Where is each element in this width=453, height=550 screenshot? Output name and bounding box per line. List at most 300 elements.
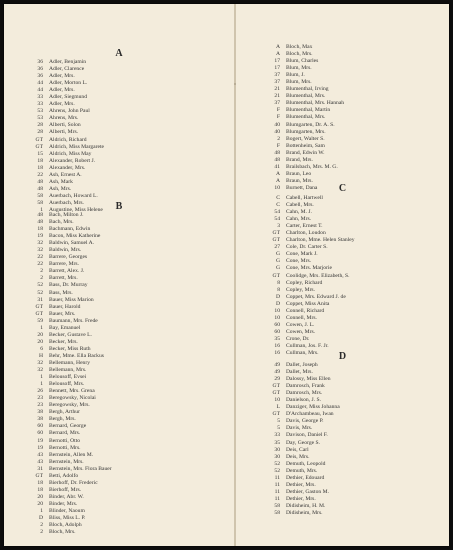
entry-name: Auerbach, Howard L. [49, 192, 98, 199]
entry-name: Alberti, Solon [49, 122, 81, 129]
entry-name: Adler, Siegmund [49, 94, 87, 101]
entry-number: 38 [37, 416, 43, 423]
list-item [266, 100, 344, 107]
entry-number: 40 [274, 128, 280, 135]
list-item [29, 247, 112, 254]
entry-name: Deis, Carl [286, 446, 309, 453]
section-letter-b: B [115, 201, 123, 212]
entry-number: 33 [274, 432, 280, 439]
list-item [266, 150, 344, 157]
entry-number: 32 [37, 367, 43, 374]
entry-number: A [275, 170, 280, 177]
entry-number: 48 [37, 219, 43, 226]
entry-name: Bellemann, Mrs. [49, 367, 87, 374]
entry-name: Blumenthal, Mrs. [286, 114, 326, 121]
entry-name: Demuth, Mrs. [286, 467, 318, 474]
entry-number: 48 [274, 156, 280, 163]
entry-number: 59 [37, 317, 43, 324]
list-item [29, 423, 112, 430]
list-item [29, 346, 112, 353]
list-item [29, 445, 112, 452]
list-item [29, 219, 112, 226]
entry-number: GT [272, 383, 280, 390]
entry-number: 60 [274, 328, 280, 335]
entry-name: Ash, Mrs. [49, 185, 72, 192]
entry-name: Demuth, Leopold [286, 460, 326, 467]
list-item [29, 226, 112, 233]
entry-number: 49 [274, 369, 280, 376]
entry-name: Bauer, Miss Marion [49, 296, 94, 303]
list-item [266, 404, 340, 411]
entry-name: Adler, Morton L. [49, 80, 88, 87]
entry-name: Blum, Mrs. [286, 79, 312, 86]
entry-name: Bierhoff, Dr. Frederic [49, 479, 98, 486]
booklet-spread [4, 4, 449, 546]
list-item [266, 157, 344, 164]
entry-name: Bernstein, Allen M. [49, 451, 94, 458]
entry-name: Cahn, M. J. [286, 209, 312, 216]
entry-name: Bottenheim, Sam [286, 142, 325, 149]
entry-number: 1 [40, 507, 43, 514]
list-item [29, 466, 112, 473]
list-item [266, 496, 340, 503]
list-item [266, 244, 355, 251]
list-item [29, 87, 104, 94]
entry-number: C [276, 195, 280, 201]
list-item [29, 480, 112, 487]
entry-number: 26 [37, 388, 43, 395]
list-item [266, 209, 355, 216]
list-item [29, 409, 112, 416]
entry-name: Dallet, Joseph [286, 362, 318, 368]
section-letter-c: C [338, 183, 347, 194]
entry-name: Auerbach, Mrs. [49, 199, 84, 206]
entry-name: Cullman, Mrs. [286, 350, 319, 357]
entry-number: 48 [274, 149, 280, 156]
entry-name: Ahrens, Mrs. [49, 115, 79, 122]
entry-number: 1 [40, 374, 43, 381]
entry-name: Brailsbach, Mrs. M. G. [286, 163, 338, 170]
entry-number: 2 [277, 135, 280, 142]
entry-number: F [276, 114, 280, 121]
list-item [29, 473, 112, 480]
entry-name: Alexander, Mrs. [49, 164, 86, 171]
entry-name: Alberti, Mrs. [49, 129, 79, 136]
entry-name: Blumenthal, Irving [286, 86, 329, 93]
entry-number: 48 [37, 178, 43, 185]
entry-name: Adler, Mrs. [49, 87, 75, 94]
entry-name: Blumenthal, Mrs. Hannah [286, 100, 345, 107]
list-item [29, 318, 112, 325]
list-item [266, 329, 355, 336]
entry-name: Braun, Mrs. [286, 177, 313, 184]
list-item [29, 381, 112, 388]
entry-number: 20 [37, 338, 43, 345]
list-item [266, 114, 344, 121]
entry-name: Charlton, Loudon [286, 230, 326, 237]
list-item [29, 275, 112, 282]
list-item [266, 265, 355, 272]
entry-number: 2 [40, 275, 43, 282]
entry-number: 36 [37, 59, 43, 65]
list-item [29, 529, 112, 536]
entry-number: 52 [37, 289, 43, 296]
list-item [29, 459, 112, 466]
entry-name: Blum, J. [286, 72, 305, 79]
entry-name: Blum, Mrs. [286, 65, 312, 72]
list-item [29, 179, 104, 186]
entry-name: Cowen, Mrs. [286, 328, 316, 335]
entry-number: GT [35, 303, 43, 310]
entry-name: Bach, Milton J. [49, 212, 84, 218]
entry-number: 15 [37, 150, 43, 157]
entry-number: 48 [37, 185, 43, 192]
entry-name: Braun, Leo [286, 170, 312, 177]
entry-name: Belousoff, Mrs. [49, 381, 85, 388]
list-item [266, 468, 340, 475]
list-item [266, 280, 355, 287]
entry-number: L [276, 404, 280, 411]
entry-number: 44 [37, 80, 43, 87]
list-item [29, 494, 112, 501]
list-item [29, 66, 104, 73]
list-item [266, 482, 340, 489]
entry-number: 16 [274, 342, 280, 349]
list-item [266, 301, 355, 308]
entry-name: Bellemann, Henry [49, 359, 91, 366]
entry-number: 18 [37, 226, 43, 233]
entry-name: Baumann, Mrs. Frede [49, 317, 98, 324]
entry-name: Beregowsky, Nicolai [49, 395, 96, 402]
list-item [29, 115, 104, 122]
entry-name: Bass, Mrs. [49, 289, 73, 296]
list-item [29, 122, 104, 129]
list-item [266, 336, 355, 343]
list-item [29, 311, 112, 318]
b-continued-list [266, 44, 344, 192]
entry-number: 1 [40, 381, 43, 388]
list-item [266, 343, 355, 350]
entry-number: 58 [274, 509, 280, 516]
entry-name: Cole, Dr. Carter S. [286, 244, 328, 251]
entry-name: Davison, Daniel F. [286, 432, 328, 439]
list-item [266, 418, 340, 425]
entry-number: 11 [274, 495, 280, 502]
list-item [29, 402, 112, 409]
list-item [29, 388, 112, 395]
entry-number: 19 [37, 437, 43, 444]
entry-name: Charlton, Mme. Helen Stanley [286, 237, 355, 244]
entry-number: 58 [37, 199, 43, 206]
entry-number: 54 [274, 209, 280, 216]
entry-number: G [275, 265, 280, 272]
entry-number: 41 [274, 163, 280, 170]
entry-name: Bierhoff, Mrs. [49, 486, 82, 493]
entry-number: 60 [37, 423, 43, 430]
list-item [29, 487, 112, 494]
entry-name: Blinder, Naoum [49, 507, 85, 514]
list-item [266, 390, 340, 397]
list-item [266, 72, 344, 79]
section-c-list [266, 195, 355, 357]
entry-name: Damrosch, Frank [286, 383, 325, 390]
entry-name: Coolidge, Mrs. Elizabeth, S. [286, 272, 350, 279]
list-item [29, 94, 104, 101]
entry-number: C [276, 202, 280, 209]
entry-number: 21 [274, 93, 280, 100]
entry-name: Bay, Emanuel [49, 324, 81, 331]
entry-name: Augustine, Miss Helene [49, 206, 103, 213]
entry-number: GT [272, 230, 280, 237]
list-item [266, 503, 340, 510]
entry-number: 58 [37, 192, 43, 199]
entry-name: Blum, Charles [286, 58, 319, 65]
entry-name: Blumenthal, Martin [286, 107, 331, 114]
entry-name: Bloch, Mrs. [49, 529, 76, 536]
entry-name: Adler, Mrs. [49, 73, 75, 80]
entry-name: Bernard, George [49, 423, 87, 430]
list-item [29, 165, 104, 172]
list-item [29, 59, 104, 66]
entry-name: Aldrich, Miss May [49, 150, 92, 157]
entry-number: 33 [37, 94, 43, 101]
entry-number: F [276, 142, 280, 149]
entry-name: D'Archambeau, Iwan [286, 411, 334, 418]
list-item [29, 151, 104, 158]
entry-name: Crone, Dr. [286, 335, 310, 342]
entry-name: Bass, Dr. Murray [49, 282, 88, 289]
entry-number: 2 [40, 522, 43, 529]
list-item [29, 254, 112, 261]
entry-number: 52 [274, 460, 280, 467]
list-item [29, 137, 104, 144]
entry-name: Bauer, Harold [49, 303, 81, 310]
entry-number: 23 [37, 395, 43, 402]
entry-name: Belousoff, Evsei [49, 374, 87, 381]
entry-name: Bergh, Arthur [49, 409, 80, 416]
list-item [29, 438, 112, 445]
entry-name: Barrere, Mrs. [49, 261, 79, 268]
entry-name: Alexander, Robert J. [49, 157, 96, 164]
entry-number: H [38, 352, 43, 359]
list-item [29, 193, 104, 200]
entry-number: 18 [37, 486, 43, 493]
entry-name: Cabell, Mrs. [286, 202, 314, 209]
entry-name: Bloch, Max [286, 44, 313, 50]
entry-number: 19 [37, 444, 43, 451]
list-item [266, 129, 344, 136]
entry-number: 1 [40, 206, 43, 213]
entry-name: Bergh, Mrs. [49, 416, 76, 423]
entry-number: G [275, 251, 280, 258]
entry-name: Adler, Benjamin [49, 59, 87, 65]
list-item [266, 287, 355, 294]
list-item [266, 510, 340, 517]
entry-name: Beregowsky, Mrs. [49, 402, 90, 409]
entry-number: 2 [40, 268, 43, 275]
entry-name: Didisheim, Mrs. [286, 509, 323, 516]
entry-number: 28 [37, 122, 43, 129]
entry-name: Day, George S. [286, 439, 321, 446]
entry-name: Cabell, Hartwell [286, 195, 323, 201]
entry-number: 37 [274, 100, 280, 107]
entry-name: Blumgarten, Mrs. [286, 128, 326, 135]
entry-number: 22 [37, 261, 43, 268]
list-item [29, 261, 112, 268]
right-page [236, 4, 449, 546]
entry-number: G [275, 258, 280, 265]
entry-number: 40 [274, 121, 280, 128]
list-item [266, 122, 344, 129]
entry-number: 30 [274, 446, 280, 453]
entry-number: 5 [277, 418, 280, 425]
list-item [266, 454, 340, 461]
entry-name: Cone, Mark J. [286, 251, 318, 258]
list-item [266, 223, 355, 230]
list-item [266, 397, 340, 404]
entry-name: Bernard, Mrs. [49, 430, 81, 437]
entry-number: 6 [40, 345, 43, 352]
list-item [29, 212, 112, 219]
entry-number: 10 [274, 184, 280, 191]
entry-number: 10 [274, 397, 280, 404]
list-item [266, 447, 340, 454]
entry-number: 1 [40, 324, 43, 331]
entry-name: Aldrich, Richard [49, 136, 87, 143]
list-item [266, 294, 355, 301]
entry-number: 11 [274, 488, 280, 495]
list-item [266, 411, 340, 418]
entry-name: Dalossy, Miss Ellen [286, 376, 331, 383]
entry-number: D [275, 300, 280, 307]
list-item [29, 240, 112, 247]
entry-name: Bacon, Miss Katherine [49, 233, 101, 240]
list-item [266, 143, 344, 150]
list-item [266, 475, 340, 482]
entry-number: 11 [274, 474, 280, 481]
entry-number: 44 [37, 87, 43, 94]
list-item [29, 325, 112, 332]
list-item [29, 360, 112, 367]
entry-name: Davis, Mrs. [286, 425, 313, 432]
list-item [266, 171, 344, 178]
entry-number: 48 [37, 212, 43, 218]
entry-number: A [275, 51, 280, 58]
list-item [266, 202, 355, 209]
list-item [266, 440, 340, 447]
entry-number: 43 [37, 458, 43, 465]
list-item [29, 282, 112, 289]
entry-name: Bliss, Miss L. P. [49, 515, 86, 522]
list-item [266, 315, 355, 322]
list-item [29, 290, 112, 297]
left-page [4, 4, 234, 546]
entry-name: Adler, Clarence [49, 66, 85, 73]
entry-number: 32 [37, 247, 43, 254]
entry-number: A [275, 177, 280, 184]
entry-number: 18 [37, 479, 43, 486]
entry-name: Adler, Mrs. [49, 101, 75, 108]
entry-number: 36 [37, 66, 43, 73]
list-item [29, 297, 112, 304]
entry-number: 28 [37, 129, 43, 136]
entry-number: 37 [274, 72, 280, 79]
entry-name: Becker, Mrs. [49, 338, 78, 345]
entry-name: Davis, George P. [286, 418, 324, 425]
list-item [266, 230, 355, 237]
entry-number: F [276, 107, 280, 114]
entry-name: Bauer, Mrs. [49, 310, 76, 317]
entry-name: Ash, Ernest A. [49, 171, 82, 178]
entry-name: Damrosch, Mrs. [286, 390, 323, 397]
list-item [266, 107, 344, 114]
entry-name: Betti, Adolfo [49, 472, 79, 479]
entry-number: 8 [277, 279, 280, 286]
list-item [266, 51, 344, 58]
entry-number: 35 [274, 335, 280, 342]
entry-name: Behr, Mme. Ella Backus [49, 352, 104, 359]
list-item [29, 501, 112, 508]
entry-name: Bernstein, Mrs. [49, 458, 84, 465]
entry-name: Blumenthal, Mrs. [286, 93, 326, 100]
entry-number: 32 [37, 240, 43, 247]
entry-number: 54 [274, 216, 280, 223]
entry-number: GT [35, 136, 43, 143]
entry-number: 17 [274, 65, 280, 72]
entry-name: Bach, Mrs. [49, 219, 74, 226]
list-item [29, 515, 112, 522]
list-item [29, 158, 104, 165]
list-item [29, 430, 112, 437]
entry-name: Burnett, Dana [286, 184, 318, 191]
entry-number: 18 [37, 164, 43, 171]
entry-number: 58 [274, 502, 280, 509]
entry-number: 20 [37, 331, 43, 338]
list-item [266, 432, 340, 439]
entry-name: Danziger, Miss Johanna [286, 404, 340, 411]
list-item [29, 172, 104, 179]
entry-name: Aldrich, Miss Margarete [49, 143, 105, 150]
list-item [266, 369, 340, 376]
entry-name: Brand, Mrs. [286, 156, 313, 163]
entry-number: GT [35, 143, 43, 150]
entry-name: Brand, Edwin W. [286, 149, 325, 156]
list-item [266, 136, 344, 143]
entry-number: 17 [274, 58, 280, 65]
entry-number: 53 [37, 108, 43, 115]
entry-number: 16 [274, 350, 280, 357]
list-item [29, 101, 104, 108]
entry-name: Didisheim, H. M. [286, 502, 326, 509]
entry-number: D [275, 293, 280, 300]
entry-name: Copley, Richard [286, 279, 323, 286]
entry-number: 21 [274, 86, 280, 93]
entry-number: 3 [277, 223, 280, 230]
list-item [266, 362, 340, 369]
entry-number: 8 [277, 286, 280, 293]
entry-number: 31 [37, 465, 43, 472]
entry-number: 32 [37, 359, 43, 366]
entry-number: 10 [274, 314, 280, 321]
entry-number: 10 [274, 307, 280, 314]
entry-name: Bennett, Mrs. Grena [49, 388, 95, 395]
entry-name: Ahrens, John Paul [49, 108, 90, 115]
entry-name: Barrett, Alex. J. [49, 268, 85, 275]
list-item [266, 79, 344, 86]
entry-name: Baldwin, Samuel A. [49, 240, 95, 247]
list-item [266, 258, 355, 265]
entry-name: Cowen, J. L. [286, 321, 315, 328]
